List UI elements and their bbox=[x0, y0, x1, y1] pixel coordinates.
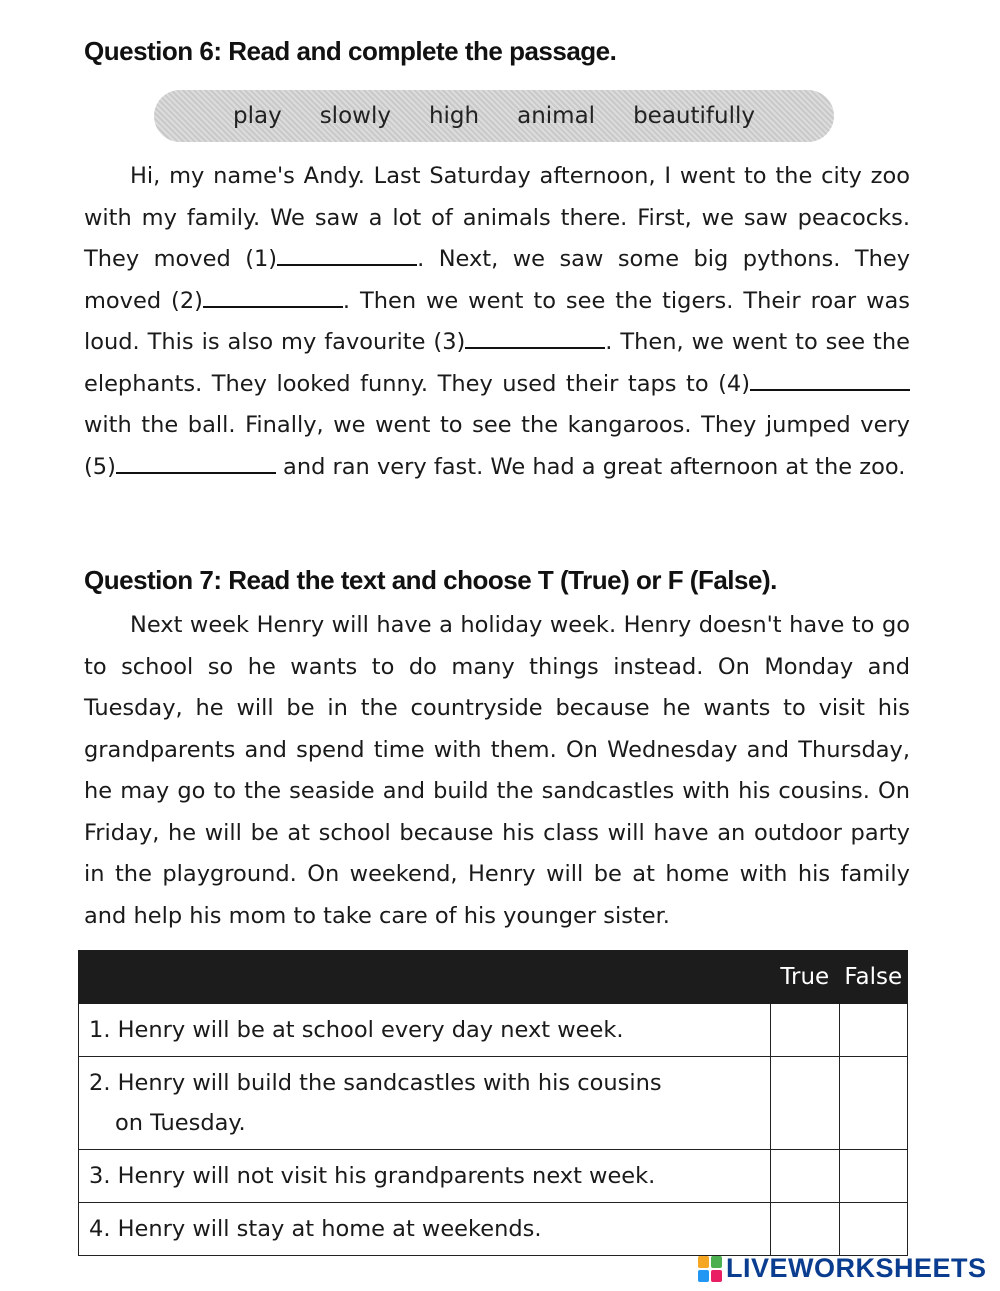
question-7-passage bbox=[84, 605, 910, 937]
blank-4-field[interactable] bbox=[750, 369, 910, 391]
statement-cell bbox=[79, 1150, 771, 1203]
logo-square bbox=[698, 1256, 709, 1268]
table-header-row bbox=[79, 951, 908, 1004]
word-bank-item: high bbox=[428, 103, 480, 129]
true-false-table bbox=[78, 950, 908, 1256]
true-answer-box[interactable] bbox=[771, 1057, 839, 1150]
passage-text: and ran very fast. We had a great afternoon at the zoo. bbox=[275, 453, 906, 480]
question-6-passage bbox=[84, 156, 910, 488]
liveworksheets-logo-icon bbox=[698, 1256, 722, 1282]
logo-square bbox=[698, 1270, 709, 1282]
word-bank-item: animal bbox=[517, 103, 596, 129]
question-6-title: Question 6: Read and complete the passage. bbox=[84, 36, 617, 66]
word-bank-item: slowly bbox=[319, 103, 391, 129]
true-answer-box[interactable] bbox=[771, 1150, 839, 1203]
liveworksheets-logo bbox=[698, 1253, 987, 1284]
blank-5-field[interactable] bbox=[116, 452, 276, 474]
table-row bbox=[79, 1004, 908, 1057]
false-answer-box[interactable] bbox=[839, 1057, 907, 1150]
false-answer-box[interactable] bbox=[839, 1004, 907, 1057]
true-answer-box[interactable] bbox=[771, 1203, 839, 1256]
statement-text: 1. Henry will be at school every day next week. bbox=[89, 1017, 624, 1043]
statement-text: 4. Henry will stay at home at weekends. bbox=[89, 1216, 542, 1242]
true-answer-box[interactable] bbox=[771, 1004, 839, 1057]
statement-text: 3. Henry will not visit his grandparents next week. bbox=[89, 1163, 656, 1189]
passage-text: with the ball. Finally, we went to see the kangaroos. They jumped very (5) bbox=[84, 412, 910, 480]
logo-square bbox=[711, 1256, 722, 1268]
passage-text: . Next, we saw some big pythons. They moved (2) bbox=[84, 246, 911, 314]
question-7-title: Question 7: Read the text and choose T (True) or F (False). bbox=[84, 565, 777, 595]
table-header-true: True bbox=[771, 951, 839, 1004]
statement-text-continued: on Tuesday. bbox=[115, 1110, 246, 1136]
logo-text: LIVEWORKSHEETS bbox=[726, 1253, 987, 1283]
logo-square bbox=[711, 1270, 722, 1282]
false-answer-box[interactable] bbox=[839, 1150, 907, 1203]
table-row bbox=[79, 1150, 908, 1203]
table-header-false: False bbox=[839, 951, 907, 1004]
statement-text: 2. Henry will build the sandcastles with his cousins bbox=[89, 1070, 662, 1096]
passage-text: Next week Henry will have a holiday week. Henry doesn't have to go to school so he wants to do many things instead. On Monday and Tuesday, he will be in the countryside because he wants to visit his grandparents and spend time with them. On Wednesday and Thursday, he may go to the seaside and build the sandcastles with his cousins. On Friday, he will be at school because his class will have an outdoor party in the playground. On weekend, Henry will be at home with his family and help his mom to take care of his younger sister. bbox=[84, 612, 910, 929]
blank-1-field[interactable] bbox=[277, 244, 417, 266]
table-row bbox=[79, 1203, 908, 1256]
blank-2-field[interactable] bbox=[203, 286, 343, 308]
statement-cell bbox=[79, 1004, 771, 1057]
statement-cell bbox=[79, 1057, 771, 1150]
word-bank bbox=[154, 90, 834, 142]
passage-text: . Then, we went to see the elephants. They looked funny. They used their taps to (4) bbox=[84, 329, 910, 397]
passage-text: . Then we went to see the tigers. Their roar was loud. This is also my favourite (3) bbox=[84, 287, 910, 355]
passage-text: Hi, my name's Andy. Last Saturday afternoon, I went to the city zoo with my family. We saw a lot of animals there. First, we saw peacocks. They moved (1) bbox=[84, 163, 910, 272]
word-bank-item: beautifully bbox=[633, 103, 755, 129]
table-header-statement bbox=[79, 951, 771, 1004]
word-bank-item: play bbox=[233, 103, 282, 129]
false-answer-box[interactable] bbox=[839, 1203, 907, 1256]
table-row bbox=[79, 1057, 908, 1150]
statement-cell bbox=[79, 1203, 771, 1256]
blank-3-field[interactable] bbox=[465, 327, 605, 349]
